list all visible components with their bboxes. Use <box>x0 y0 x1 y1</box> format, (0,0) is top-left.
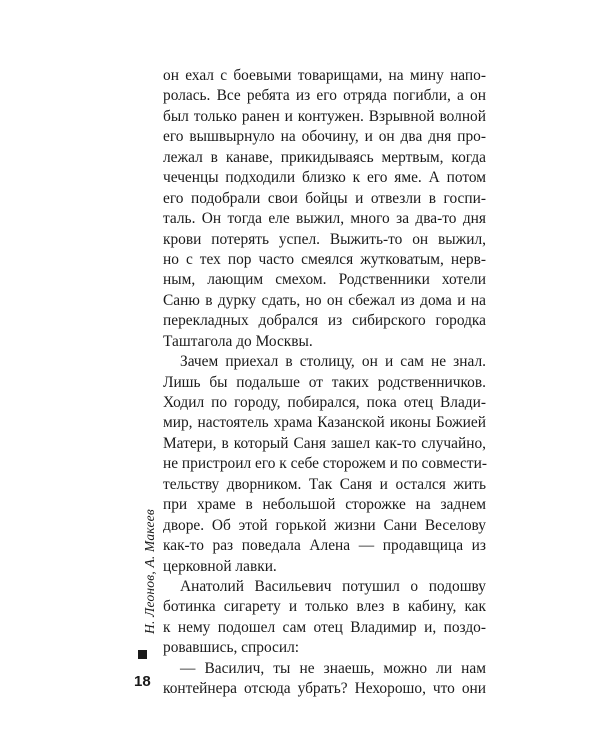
text-line: к нему подошел сам отец Владимир и, поздо- <box>163 618 486 636</box>
text-line: Ходил по городу, побирался, пока отец Влади- <box>163 394 486 411</box>
text-line: контейнера отсюда убрать? Нехорошо, что они <box>163 680 486 698</box>
text-line: мир, настоятель храма Казанской иконы Божией <box>163 414 486 432</box>
text-line: Лишь бы подальше от таких родственничков. <box>163 373 486 391</box>
text-line: перекладных добрался из сибирского городка <box>163 312 486 330</box>
text-line: не пристроил его к себе сторожем и по совмести- <box>163 455 487 473</box>
text-line: Зачем приехал в столицу, он и сам не знал. <box>180 353 486 371</box>
text-line: дворе. Об этой горькой жизни Сани Веселову <box>163 516 486 534</box>
text-line: Саню в дурку сдать, но он сбежал из дома и на <box>163 291 486 309</box>
text-line: таль. Он тогда еле выжил, много за два-то дня <box>163 210 486 228</box>
text-line: ботинка сигарету и только влез в кабину, как <box>163 598 486 616</box>
text-line: тельству дворником. Так Саня и остался жить <box>163 475 486 493</box>
text-line: Матери, в который Саня зашел как-то случайно, <box>163 434 486 452</box>
text-line: ным, лающим смехом. Родственники хотели <box>163 271 486 289</box>
text-line: ровавшись, спросил: <box>163 639 300 657</box>
text-line: чеченцы подходили близко к его яме. А потом <box>163 169 486 187</box>
text-line: — Василич, ты не знаешь, можно ли нам <box>180 659 486 677</box>
text-line: его подобрали свои бойцы и отвезли в госпи- <box>163 189 486 207</box>
square-bullet-icon <box>138 650 147 659</box>
text-line: крови потерять успел. Выжить-то он выжил, <box>163 230 486 248</box>
text-line: Анатолий Васильевич потушил о подошву <box>180 577 486 595</box>
text-line: при храме в небольшой сторожке на заднем <box>163 496 486 514</box>
text-line: Таштагола до Москвы. <box>163 332 313 350</box>
text-line: ролась. Все ребята из его отряда погибли, а он <box>163 87 486 105</box>
running-head: Н. Леонов, А. Макеев <box>142 509 157 634</box>
text-line: его вышвырнуло на обочину, и он два дня про- <box>163 128 486 146</box>
text-line: был только ранен и контужен. Взрывной волной <box>163 107 486 125</box>
text-line: церковной лавки. <box>163 557 277 575</box>
body-text <box>163 66 486 700</box>
text-line: он ехал с боевыми товарищами, на мину напо- <box>163 67 486 84</box>
text-line: лежал в канаве, прикидываясь мертвым, когда <box>163 148 486 166</box>
text-line: как-то раз поведала Алена — продавщица из <box>163 537 486 555</box>
page-number: 18 <box>134 673 151 690</box>
text-line: но с тех пор часто смеялся жутковатым, нерв- <box>163 250 486 268</box>
